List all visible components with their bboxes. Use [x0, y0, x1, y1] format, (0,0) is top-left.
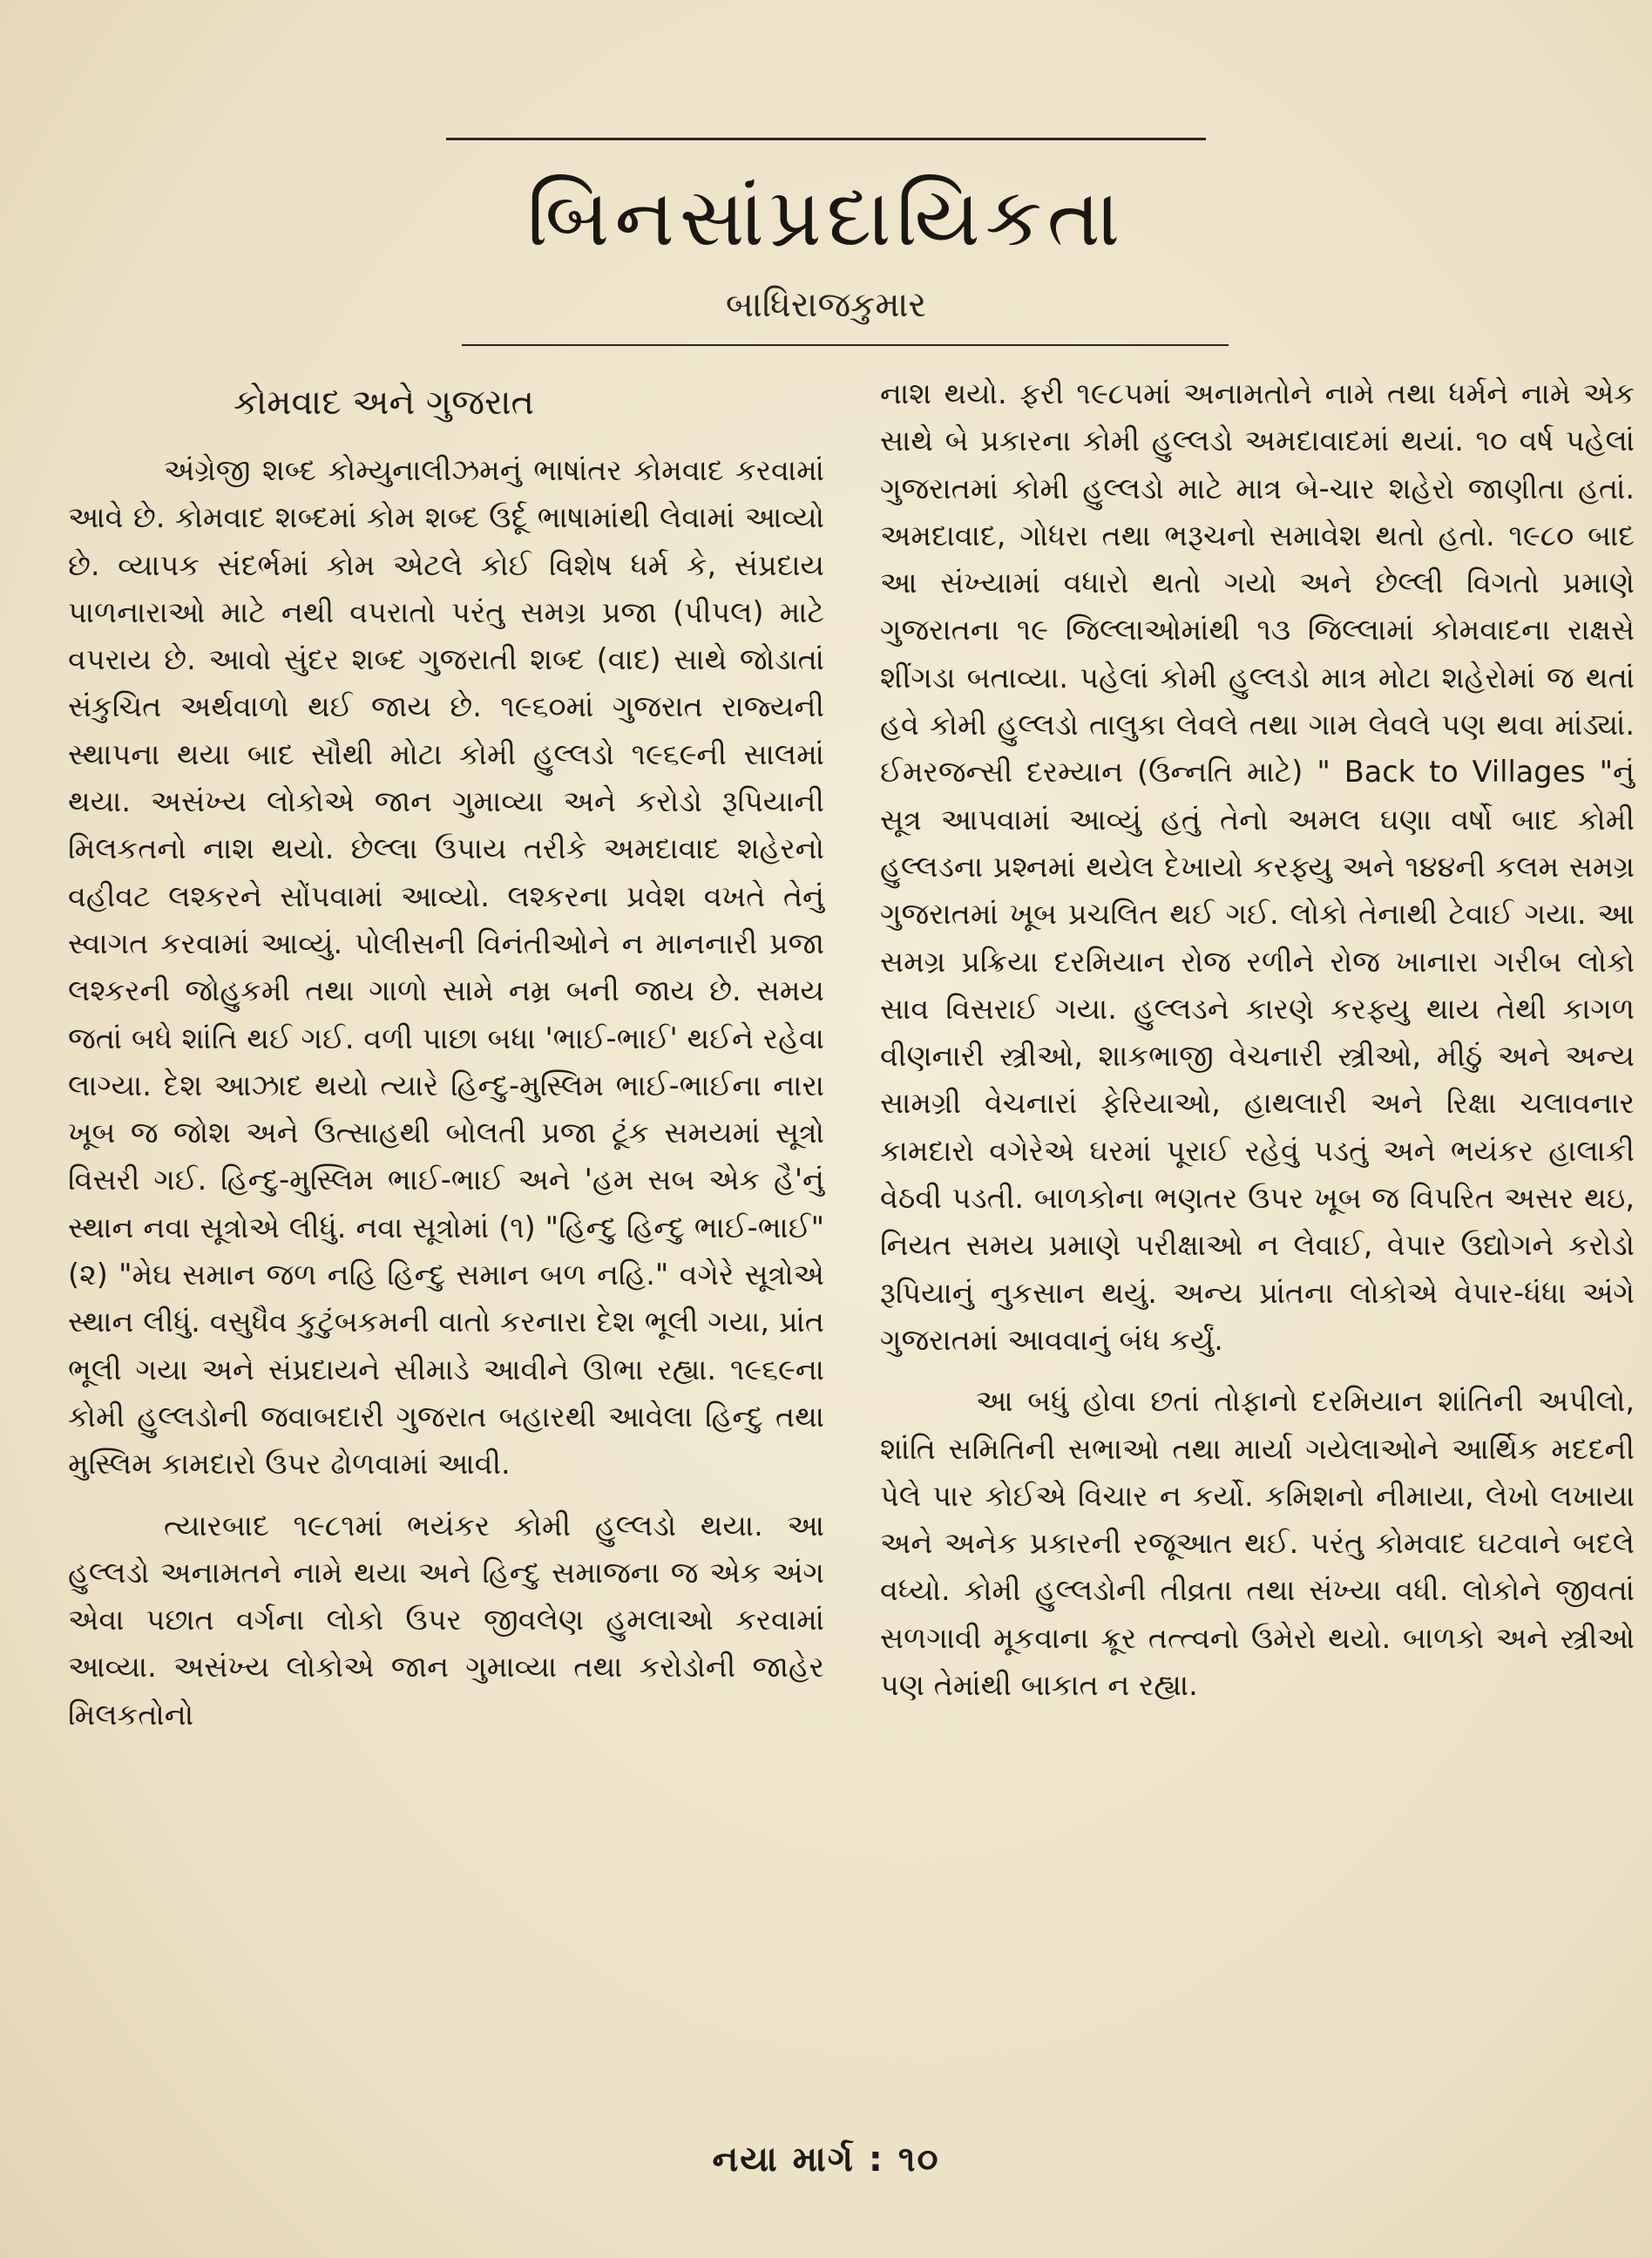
page-footer: નયા માર્ગ : ૧૦ [712, 2139, 940, 2180]
right-paragraph-2: આ બધું હોવા છતાં તોફાનો દરમિયાન શાંતિની અપીલો, શાંતિ સમિતિની સભાઓ તથા માર્યા ગયેલાઓને આર્થિક મદદની પેલે પાર કોઈએ વિચાર ન કર્યો. કમિશનો નીમાયા, લેખો લખાયા અને અનેક પ્રકારની રજૂઆત થઈ. પરંતુ કોમવાદ ઘટવાને બદલે વધ્યો. કોમી હુલ્લડોની તીવ્રતા તથા સંખ્યા વધી. લોકોને જીવતાં સળગાવી મૂકવાના ક્રૂર તત્ત્વનો ઉમેરો થયો. બાળકો અને સ્ત્રીઓ પણ તેમાંથી બાકાત ન રહ્યા. [880, 1384, 1635, 1703]
article-title: બિનસાંપ્રદાયિકતા [526, 171, 1126, 264]
left-column [68, 370, 824, 1739]
left-paragraph-2: ત્યારબાદ ૧૯૮૧માં ભયંકર કોમી હુલ્લડો થયા. આ હુલ્લડો અનામતને નામે થયા અને હિન્દુ સમાજના જ એક અંગ એવા પછાત વર્ગના લોકો ઉપર જીવલેણ હુમલાઓ કરવામાં આવ્યા. અસંખ્ય લોકોએ જાન ગુમાવ્યા તથા કરોડોની જાહેર મિલકતોનો [68, 1508, 824, 1732]
right-paragraph-1: નાશ થયો. ફરી ૧૯૮૫માં અનામતોને નામે તથા ધર્મને નામે એક સાથે બે પ્રકારના કોમી હુલ્લડો અમદાવાદમાં થયાં. ૧૦ વર્ષ પહેલાં ગુજરાતમાં કોમી હુલ્લડો માટે માત્ર બે-ચાર શહેરો જાણીતા હતાં. અમદાવાદ, ગોધરા તથા ભરૂચનો સમાવેશ થતો હતો. ૧૯૮૦ બાદ આ સંખ્યામાં વધારો થતો ગયો અને છેલ્લી વિગતો પ્રમાણે ગુજરાતના ૧૯ જિલ્લાઓમાંથી ૧૩ જિલ્લામાં કોમવાદના રાક્ષસે શીંગડા બતાવ્યા. પહેલાં કોમી હુલ્લડો માત્ર મોટા શહેરોમાં જ થતાં હવે કોમી હુલ્લડો તાલુકા લેવલે તથા ગામ લેવલે પણ થવા માંડ્યાં. ઈમરજન્સી દરમ્યાન (ઉન્નતિ માટે) " Back to Villages "નું સૂત્ર આપવામાં આવ્યું હતું તેનો અમલ ઘણા વર્ષો બાદ કોમી હુલ્લડના પ્રશ્નમાં થયેલ દેખાયો કરફ્યુ અને ૧૪૪ની કલમ સમગ્ર ગુજરાતમાં ખૂબ પ્રચલિત થઈ ગઈ. લોકો તેનાથી ટેવાઈ ગયા. આ સમગ્ર પ્રક્રિયા દરમિયાન રોજ રળીને રોજ ખાનારા ગરીબ લોકો સાવ વિસરાઈ ગયા. હુલ્લડને કારણે કરફ્યુ થાય તેથી કાગળ વીણનારી સ્ત્રીઓ, શાકભાજી વેચનારી સ્ત્રીઓ, મીઠું અને અન્ય સામગ્રી વેચનારાં ફેરિયાઓ, હાથલારી અને રિક્ષા ચલાવનાર કામદારો વગેરેએ ઘરમાં પૂરાઈ રહેવું પડતું અને ભયંકર હાલાકી વેઠવી પડતી. બાળકોના ભણતર ઉપર ખૂબ જ વિપરિત અસર થઇ, નિયત સમય પ્રમાણે પરીક્ષાઓ ન લેવાઈ, વેપાર ઉદ્યોગને કરોડો રૂપિયાનું નુકસાન થયું. અન્ય પ્રાંતના લોકોએ વેપાર-ધંધા અંગે ગુજરાતમાં આવવાનું બંધ કર્યું. [880, 376, 1635, 1357]
right-column [880, 370, 1635, 1709]
article-author: બાધિરાજકુમાર [725, 285, 927, 325]
section-subheading: કોમવાદ અને ગુજરાત [234, 383, 535, 423]
left-paragraph-1: અંગ્રેજી શબ્દ કોમ્યુનાલીઝમનું ભાષાંતર કોમવાદ કરવામાં આવે છે. કોમવાદ શબ્દમાં કોમ શબ્દ ઉર્દૂ ભાષામાંથી લેવામાં આવ્યો છે. વ્યાપક સંદર્ભમાં કોમ એટલે કોઈ વિશેષ ધર્મ કે, સંપ્રદાય પાળનારાઓ માટે નથી વપરાતો પરંતુ સમગ્ર પ્રજા (પીપલ) માટે વપરાય છે. આવો સુંદર શબ્દ ગુજરાતી શબ્દ (વાદ) સાથે જોડાતાં સંકુચિત અર્થવાળો થઈ જાય છે. ૧૯૬૦માં ગુજરાત રાજ્યની સ્થાપના થયા બાદ સૌથી મોટા કોમી હુલ્લડો ૧૯૬૯ની સાલમાં થયા. અસંખ્ય લોકોએ જાન ગુમાવ્યા અને કરોડો રૂપિયાની મિલકતનો નાશ થયો. છેલ્લા ઉપાય તરીકે અમદાવાદ શહેરનો વહીવટ લશ્કરને સોંપવામાં આવ્યો. લશ્કરના પ્રવેશ વખતે તેનું સ્વાગત કરવામાં આવ્યું. પોલીસની વિનંતીઓને ન માનનારી પ્રજા લશ્કરની જોહુકમી તથા ગાળો સામે નમ્ર બની જાય છે. સમય જતાં બધે શાંતિ થઈ ગઈ. વળી પાછા બધા 'ભાઈ-ભાઈ' થઈને રહેવા લાગ્યા. દેશ આઝાદ થયો ત્યારે હિન્દુ-મુસ્લિમ ભાઈ-ભાઈના નારા ખૂબ જ જોશ અને ઉત્સાહથી બોલતી પ્રજા ટૂંક સમયમાં સૂત્રો વિસરી ગઈ. હિન્દુ-મુસ્લિમ ભાઈ-ભાઈ અને 'હમ સબ એક હૈ'નું સ્થાન નવા સૂત્રોએ લીધું. નવા સૂત્રોમાં (૧) "હિન્દુ હિન્દુ ભાઈ-ભાઈ" (૨) "મેઘ સમાન જળ નહિ હિન્દુ સમાન બળ નહિ." વગેરે સૂત્રોએ સ્થાન લીધું. વસુધૈવ કુટુંબકમની વાતો કરનારા દેશ ભૂલી ગયા, પ્રાંત ભૂલી ગયા અને સંપ્રદાયને સીમાડે આવીને ઊભા રહ્યા. ૧૯૬૯ના કોમી હુલ્લડોની જવાબદારી ગુજરાત બહારથી આવેલા હિન્દુ તથા મુસ્લિમ કામદારો ઉપર ઢોળવામાં આવી. [68, 453, 824, 1482]
top-rule [446, 138, 1206, 140]
title-rule [462, 344, 1229, 346]
